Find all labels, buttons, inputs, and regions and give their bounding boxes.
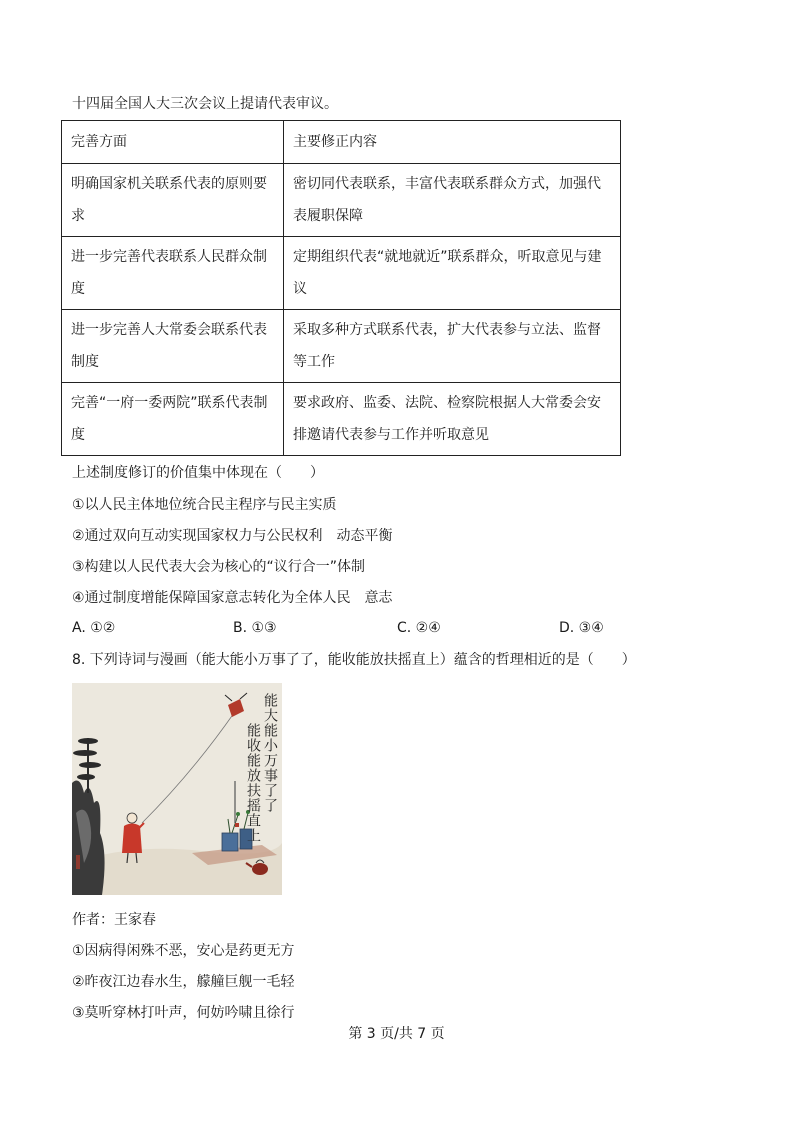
question-7-stem: 上述制度修订的价值集中体现在（ ） bbox=[72, 465, 324, 481]
calligraphy-column-1: 能大能小万事了了 bbox=[262, 693, 278, 813]
table-cell: 进一步完善代表联系人民群众制度 bbox=[62, 237, 284, 310]
table-cell: 定期组织代表“就地就近”联系群众，听取意见与建议 bbox=[284, 237, 621, 310]
question-8-item: ①因病得闲殊不恶，安心是药更无方 bbox=[72, 943, 295, 959]
calligraphy-column-2: 能收能放扶摇直上 bbox=[245, 723, 261, 843]
table-header-cell: 完善方面 bbox=[62, 121, 284, 164]
seal-stamp bbox=[235, 823, 239, 827]
kite-cartoon-image bbox=[72, 683, 282, 895]
option-d[interactable]: D. ③④ bbox=[559, 620, 604, 636]
table-cell: 要求政府、监委、法院、检察院根据人大常委会安排邀请代表参与工作并听取意见 bbox=[284, 383, 621, 456]
table-header-row bbox=[62, 121, 621, 164]
signature-mark bbox=[234, 781, 236, 823]
question-8-stem: 8. 下列诗词与漫画（能大能小万事了了，能收能放扶摇直上）蕴含的哲理相近的是（ ） bbox=[72, 652, 636, 668]
table-row bbox=[62, 164, 621, 237]
table-row bbox=[62, 310, 621, 383]
page-footer: 第 3 页/共 7 页 bbox=[348, 1026, 445, 1042]
question-8-item: ②昨夜江边春水生，艨艟巨舰一毛轻 bbox=[72, 974, 295, 990]
question-7-item: ③构建以人民代表大会为核心的“议行合一”体制 bbox=[72, 559, 366, 575]
option-c[interactable]: C. ②④ bbox=[397, 620, 441, 636]
question-7-item: ①以人民主体地位统合民主程序与民主实质 bbox=[72, 497, 337, 513]
kite-icon bbox=[225, 693, 247, 717]
table-header-cell: 主要修正内容 bbox=[284, 121, 621, 164]
table-cell: 进一步完善人大常委会联系代表制度 bbox=[62, 310, 284, 383]
table-cell: 密切同代表联系，丰富代表联系群众方式，加强代表履职保障 bbox=[284, 164, 621, 237]
question-8-item: ③莫听穿林打叶声，何妨吟啸且徐行 bbox=[72, 1005, 295, 1021]
revision-table bbox=[61, 120, 621, 456]
table-cell: 采取多种方式联系代表，扩大代表参与立法、监督等工作 bbox=[284, 310, 621, 383]
author-line: 作者：王家春 bbox=[72, 912, 156, 928]
table-cell: 完善“一府一委两院”联系代表制度 bbox=[62, 383, 284, 456]
intro-text: 十四届全国人大三次会议上提请代表审议。 bbox=[72, 96, 338, 112]
question-7-item: ②通过双向互动实现国家权力与公民权利 动态平衡 bbox=[72, 528, 393, 544]
table-cell: 明确国家机关联系代表的原则要求 bbox=[62, 164, 284, 237]
question-7-options bbox=[72, 620, 632, 638]
option-a[interactable]: A. ①② bbox=[72, 620, 116, 636]
question-7-item: ④通过制度增能保障国家意志转化为全体人民 意志 bbox=[72, 590, 393, 606]
table-row bbox=[62, 383, 621, 456]
table-row bbox=[62, 237, 621, 310]
seal-stamp-left bbox=[76, 855, 80, 869]
option-b[interactable]: B. ①③ bbox=[233, 620, 277, 636]
